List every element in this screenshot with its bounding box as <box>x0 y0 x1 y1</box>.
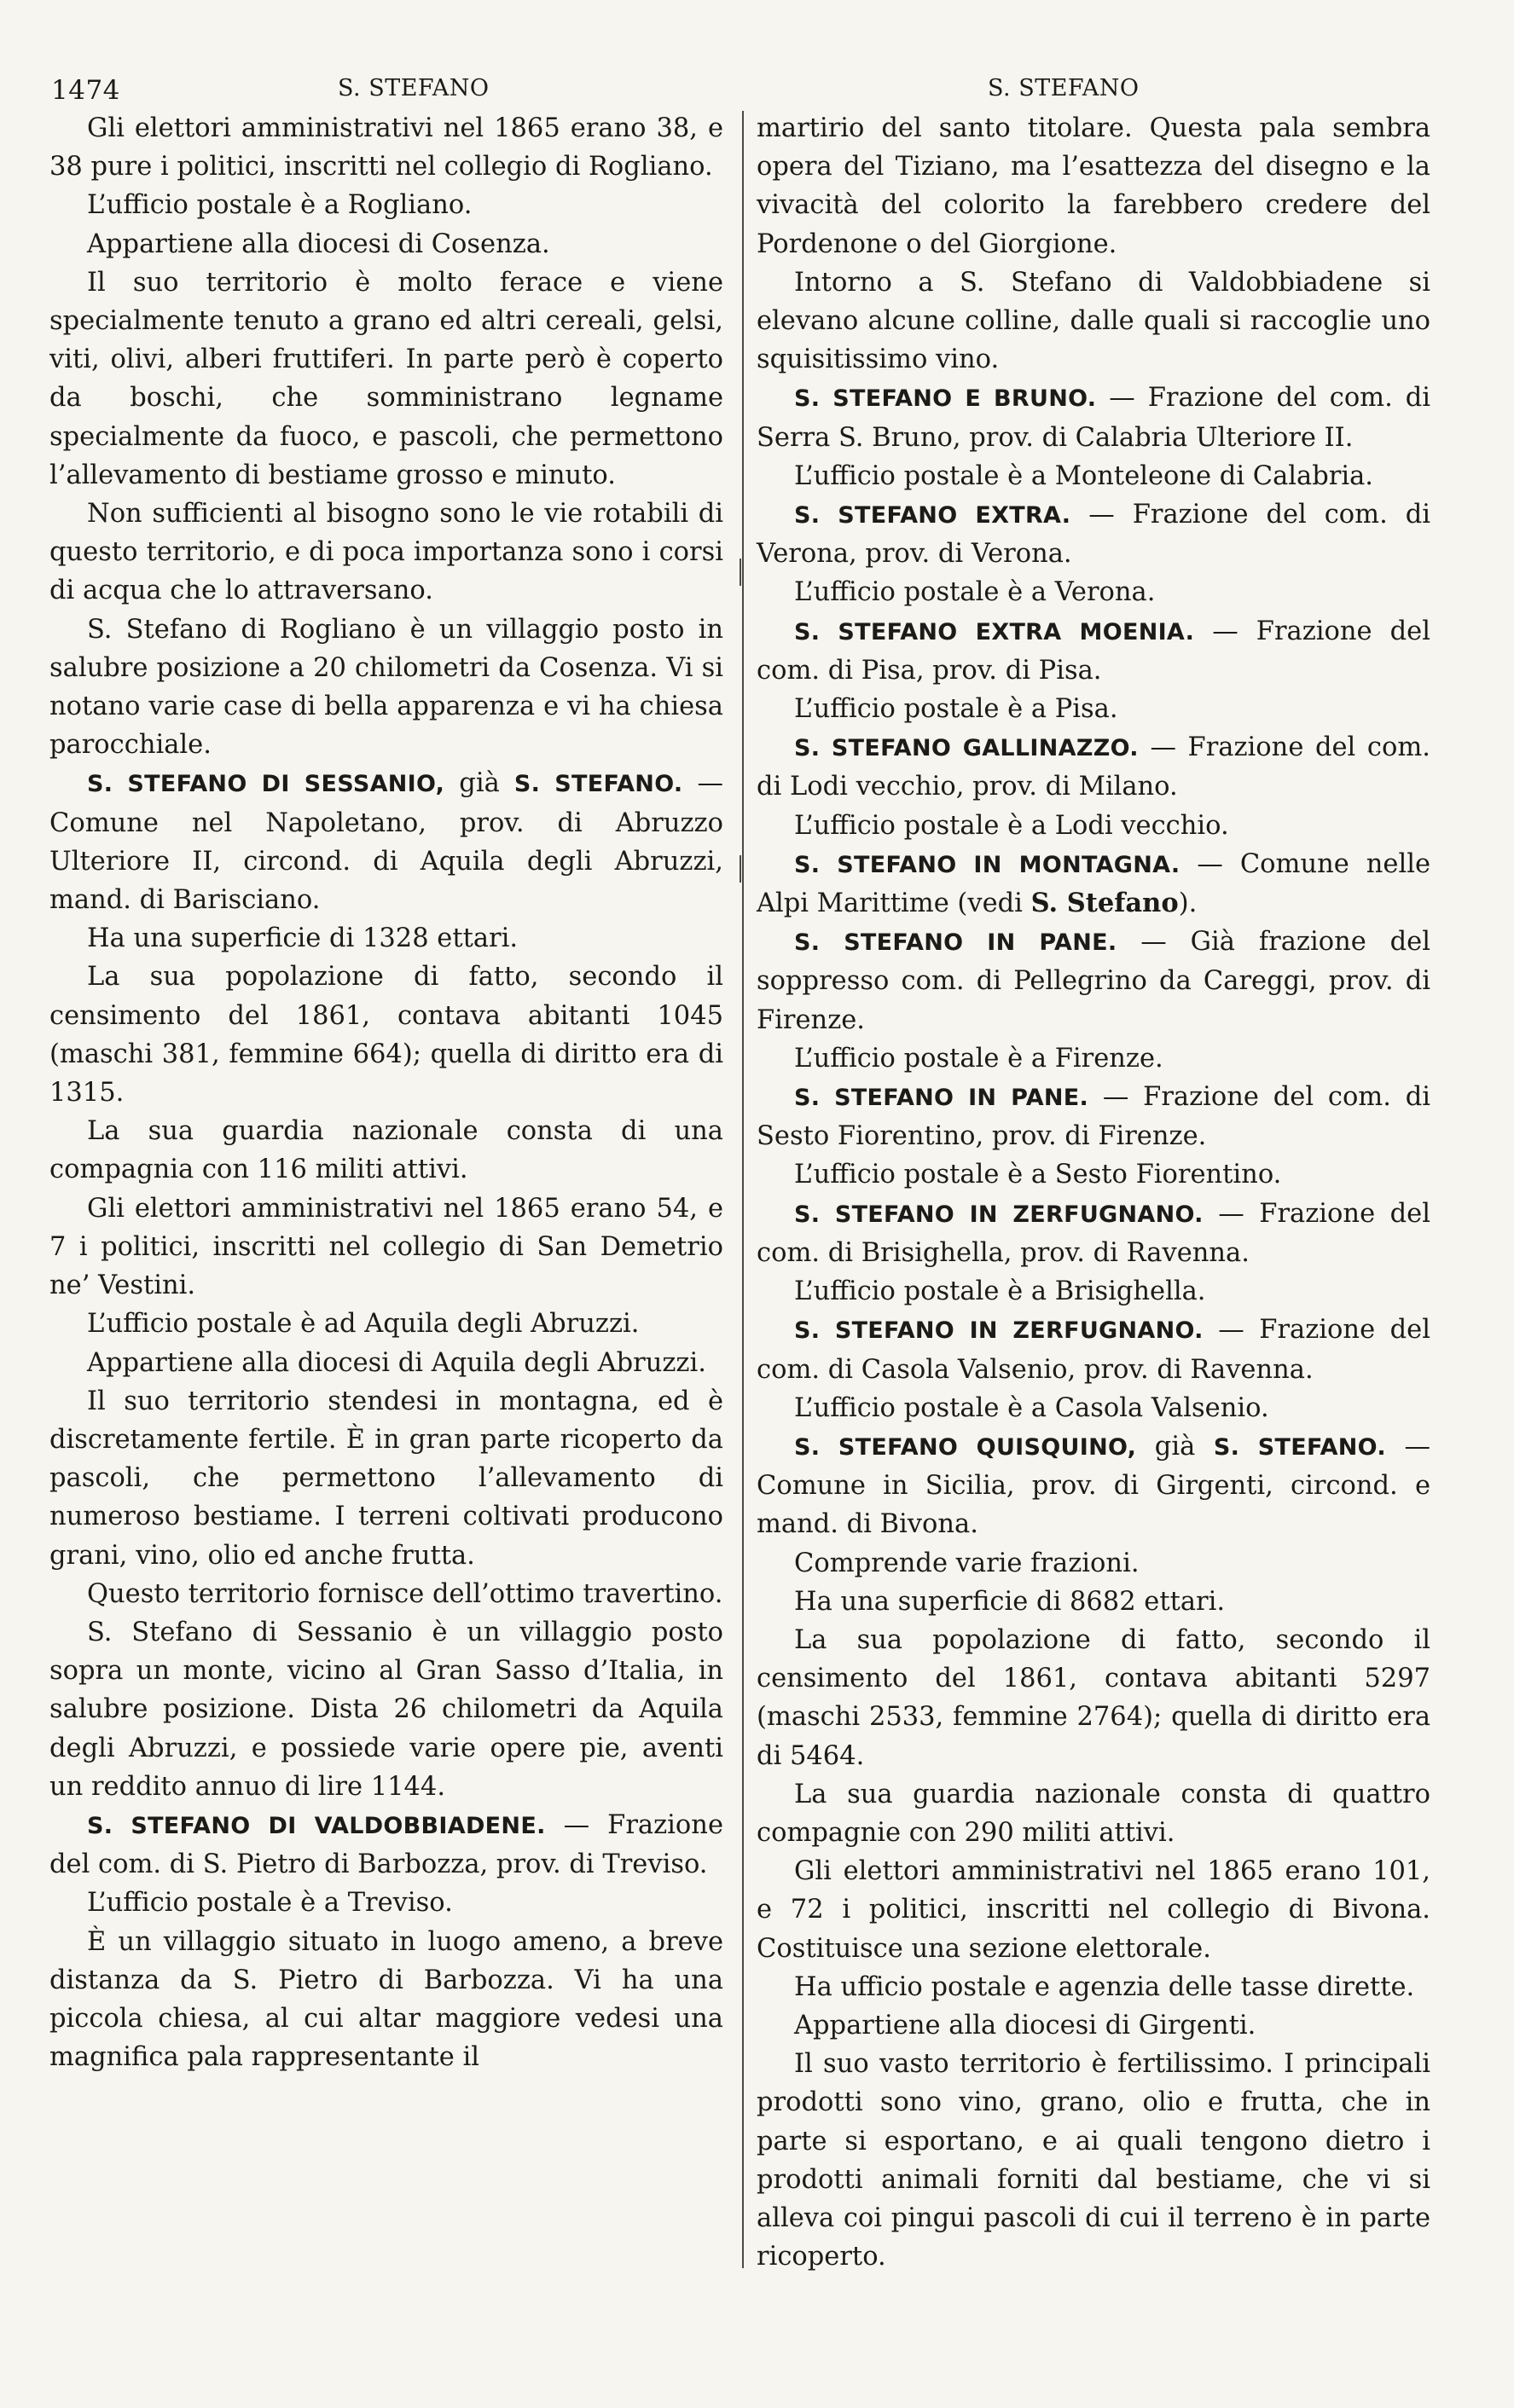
paragraph: Gli elettori amministrativi nel 1865 erano 101, e 72 i politici, inscritti nel collegio di Bivona. Costituisce una sezione elettorale. <box>757 1856 1430 1964</box>
paragraph: Appartiene alla diocesi di Cosenza. <box>87 229 550 259</box>
entry-text: — Frazione del com. di Casola Valsenio, prov. di Ravenna. <box>757 1315 1430 1385</box>
entry-text: — Frazione del com. di Brisighella, prov. di Ravenna. <box>757 1198 1430 1268</box>
column-tick-mark <box>740 559 741 586</box>
paragraph: La sua guardia nazionale consta di una compagnia con 116 militi attivi. <box>49 1116 723 1185</box>
paragraph: L’ufficio postale è a Casola Valsenio. <box>794 1392 1269 1423</box>
entry-extra-moenia <box>757 612 1430 690</box>
column-divider <box>742 111 744 2268</box>
paragraph: martirio del santo titolare. Questa pala sembra opera del Tiziano, ma l’esattezza del disegno e la vivacità del colorito la farebbero credere del Pordenone o del Giorgione. <box>757 113 1430 259</box>
paragraph: Ha una superficie di 1328 ettari. <box>87 923 519 954</box>
page-number: 1474 <box>51 75 120 106</box>
entry-heading: S. STEFANO. <box>1213 1433 1386 1461</box>
entry-in-montagna <box>757 845 1430 923</box>
entry-heading: S. STEFANO. <box>513 771 683 798</box>
entry-heading: S. STEFANO IN MONTAGNA. <box>794 851 1180 878</box>
paragraph: Ha ufficio postale e agenzia delle tasse dirette. <box>794 1971 1415 2002</box>
paragraph: L’ufficio postale è a Brisighella. <box>794 1276 1206 1307</box>
entry-e-bruno <box>757 379 1430 456</box>
paragraph: L’ufficio postale è a Firenze. <box>794 1043 1163 1074</box>
entry-heading: S. STEFANO E BRUNO. <box>794 385 1097 413</box>
paragraph: L’ufficio postale è a Verona. <box>794 577 1156 608</box>
entry-quisquino <box>757 1427 1430 1544</box>
entry-text: ). <box>1178 889 1198 919</box>
entry-heading: S. STEFANO DI VALDOBBIADENE. <box>87 1812 546 1839</box>
entry-heading: S. STEFANO DI SESSANIO, <box>87 771 445 798</box>
right-column <box>757 109 1430 2276</box>
paragraph: Appartiene alla diocesi di Girgenti. <box>794 2010 1256 2040</box>
running-head-left: S. STEFANO <box>338 75 490 101</box>
entry-sessanio <box>49 764 723 919</box>
entry-heading: S. STEFANO GALLINAZZO. <box>794 735 1139 762</box>
paragraph: S. Stefano di Rogliano è un villaggio posto in salubre posizione a 20 chilometri da Cosenza. Vi si notano varie case di bella apparenza e vi ha chiesa parocchiale. <box>49 614 723 761</box>
paragraph: Comprende varie frazioni. <box>794 1548 1140 1578</box>
entry-text: — Frazione del com. di Pisa, prov. di Pisa. <box>757 616 1430 686</box>
column-tick-mark <box>740 855 741 883</box>
paragraph: Non sufficienti al bisogno sono le vie rotabili di questo territorio, e di poca importanza sono i corsi di acqua che lo attraversano. <box>49 499 723 606</box>
paragraph: Il suo territorio stendesi in montagna, ed è discretamente fertile. È in gran parte ricoperto da pascoli, che permettono l’allevamento di numeroso bestiame. I terreni coltivati producono grani, vino, olio ed anche frutta. <box>49 1386 723 1571</box>
left-column <box>49 109 723 2076</box>
entry-text: — Frazione del com. di S. Pietro di Barbozza, prov. di Treviso. <box>49 1809 723 1880</box>
entry-text: — Comune in Sicilia, prov. di Girgenti, circond. e mand. di Bivona. <box>757 1431 1430 1540</box>
entry-valdobbiadene <box>49 1806 723 1884</box>
paragraph: S. Stefano di Sessanio è un villaggio posto sopra un monte, vicino al Gran Sasso d’Italia, in salubre posizione. Dista 26 chilometri da Aquila degli Abruzzi, e possiede varie opere pie, aventi un reddito annuo di lire 1144. <box>49 1617 723 1802</box>
paragraph: Gli elettori amministrativi nel 1865 erano 54, e 7 i politici, inscritti nel collegio di San Demetrio ne’ Vestini. <box>49 1193 723 1301</box>
entry-zerfugnano-brisighella <box>757 1195 1430 1272</box>
entry-heading: S. STEFANO EXTRA. <box>794 502 1071 530</box>
paragraph: È un villaggio situato in luogo ameno, a breve distanza da S. Pietro di Barbozza. Vi ha una piccola chiesa, al cui altar maggiore vedesi una magnifica pala rappresentante il <box>49 1926 723 2073</box>
entry-text: — Frazione del com. di Lodi vecchio, prov. di Milano. <box>757 732 1430 802</box>
running-head-right: S. STEFANO <box>988 75 1140 101</box>
entry-text: — Frazione del com. di Verona, prov. di Verona. <box>757 500 1431 570</box>
paragraph: L’ufficio postale è ad Aquila degli Abruzzi. <box>87 1309 640 1340</box>
paragraph: Il suo vasto territorio è fertilissimo. I principali prodotti sono vino, grano, olio e frutta, che in parte si esportano, e ai quali tengono dietro i prodotti animali forniti dal bestiame, che vi si alleva coi pingui pascoli di cui il terreno è in parte ricoperto. <box>757 2049 1430 2272</box>
entry-gallinazzo <box>757 728 1430 806</box>
paragraph: Questo territorio fornisce dell’ottimo travertino. <box>87 1578 723 1609</box>
entry-heading: S. STEFANO IN PANE. <box>794 929 1117 957</box>
entry-in-pane-careggi <box>757 923 1430 1039</box>
entry-in-pane-sesto <box>757 1078 1430 1155</box>
entry-connector: già <box>1136 1431 1214 1462</box>
paragraph: Ha una superficie di 8682 ettari. <box>794 1586 1226 1617</box>
paragraph: L’ufficio postale è a Treviso. <box>87 1888 453 1919</box>
paragraph: Il suo territorio è molto ferace e viene specialmente tenuto a grano ed altri cereali, gelsi, viti, olivi, alberi fruttiferi. In parte però è coperto da boschi, che somministrano legname specialmente da fuoco, e pascoli, che permettono l’allevamento di bestiame grosso e minuto. <box>49 267 723 490</box>
entry-text: — Comune nelle Alpi Marittime (vedi <box>757 848 1431 919</box>
paragraph: L’ufficio postale è a Pisa. <box>794 694 1118 725</box>
entry-heading: S. STEFANO IN ZERFUGNANO. <box>794 1317 1204 1345</box>
paragraph: Gli elettori amministrativi nel 1865 erano 38, e 38 pure i politici, inscritti nel collegio di Rogliano. <box>49 113 723 182</box>
paragraph: L’ufficio postale è a Lodi vecchio. <box>794 810 1229 841</box>
entry-text: — Frazione del com. di Serra S. Bruno, prov. di Calabria Ulteriore II. <box>757 383 1431 453</box>
entry-heading: S. STEFANO IN ZERFUGNANO. <box>794 1201 1204 1228</box>
paragraph: La sua guardia nazionale consta di quattro compagnie con 290 militi attivi. <box>757 1779 1430 1848</box>
entry-heading: S. STEFANO EXTRA MOENIA. <box>794 618 1195 645</box>
entry-text: — Frazione del com. di Sesto Fiorentino, prov. di Firenze. <box>757 1082 1430 1152</box>
cross-reference: S. Stefano <box>1030 888 1179 919</box>
paragraph: L’ufficio postale è a Rogliano. <box>87 190 473 221</box>
paragraph: Intorno a S. Stefano di Valdobbiadene si elevano alcune colline, dalle quali si raccoglie uno squisitissimo vino. <box>757 267 1430 375</box>
paragraph: Appartiene alla diocesi di Aquila degli Abruzzi. <box>87 1347 706 1378</box>
paragraph: La sua popolazione di fatto, secondo il censimento del 1861, contava abitanti 1045 (maschi 381, femmine 664); quella di diritto era di 1315. <box>49 962 723 1108</box>
entry-extra <box>757 495 1430 573</box>
entry-connector: già <box>444 768 514 799</box>
entry-text: — Già frazione del soppresso com. di Pellegrino da Careggi, prov. di Firenze. <box>757 927 1430 1035</box>
paragraph: La sua popolazione di fatto, secondo il censimento del 1861, contava abitanti 5297 (maschi 2533, femmine 2764); quella di diritto era di 5464. <box>757 1624 1430 1771</box>
paragraph: L’ufficio postale è a Sesto Fiorentino. <box>794 1160 1282 1190</box>
entry-text: — Comune nel Napoletano, prov. di Abruzzo Ulteriore II, circond. di Aquila degli Abruzzi, mand. di Barisciano. <box>49 768 723 916</box>
entry-zerfugnano-casola <box>757 1311 1430 1388</box>
paragraph: L’ufficio postale è a Monteleone di Calabria. <box>794 460 1373 491</box>
entry-heading: S. STEFANO IN PANE. <box>794 1085 1089 1112</box>
entry-heading: S. STEFANO QUISQUINO, <box>794 1433 1137 1461</box>
